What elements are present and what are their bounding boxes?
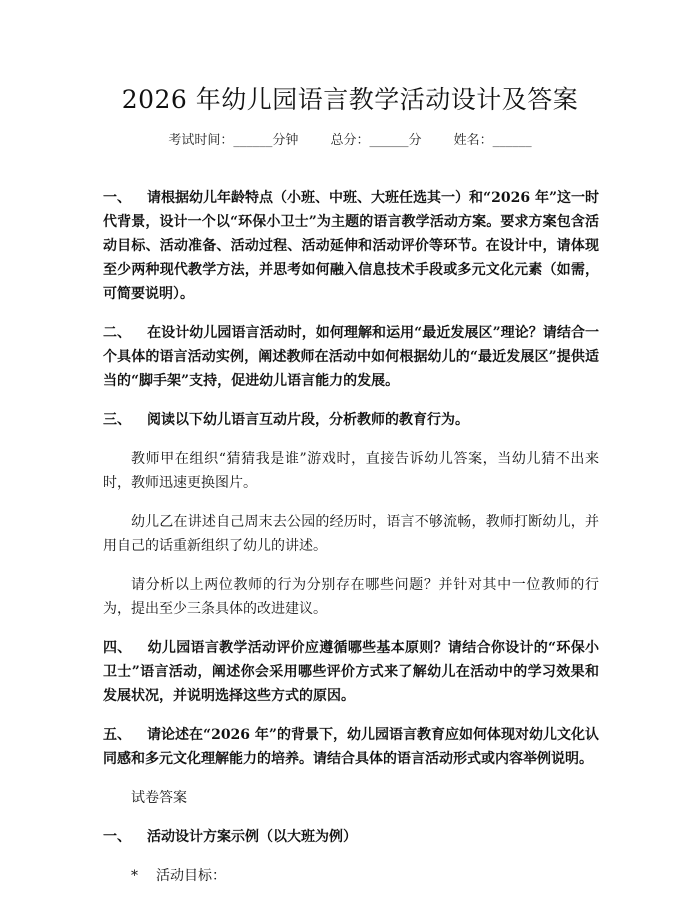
question-number: 三、	[103, 412, 131, 428]
total-score: 总分：______分	[330, 133, 422, 148]
question-text: 阅读以下幼儿语言互动片段，分析教师的教育行为。	[147, 412, 469, 428]
question-number: 一、	[103, 190, 132, 206]
question-5	[103, 723, 599, 771]
answer-section-text: 活动设计方案示例（以大班为例）	[147, 829, 357, 845]
exam-time: 考试时间：______分钟	[168, 133, 299, 148]
question-text: 请根据幼儿年龄特点（小班、中班、大班任选其一）和“2026 年”这一时代背景，设计一个以“环保小卫士”为主题的语言教学活动方案。要求方案包含活动目标、活动准备、活动过程、活动延伸和活动评价等环节。在设计中，请体现至少两种现代教学方法，并思考如何融入信息技术手段或多元文化元素（如需，可简要说明）。	[103, 190, 600, 302]
q3-case-a: 教师甲在组织“猜猜我是谁”游戏时，直接告诉幼儿答案，当幼儿猜不出来时，教师迅速更换图片。	[103, 451, 599, 491]
student-name: 姓名：______	[453, 133, 532, 148]
question-text: 幼儿园语言教学活动评价应遵循哪些基本原则？请结合你设计的“环保小卫士”语言活动，阐述你会采用哪些评价方式来了解幼儿在活动中的学习效果和发展状况，并说明选择这些方式的原因。	[103, 640, 599, 704]
question-text: 在设计幼儿园语言活动时，如何理解和运用“最近发展区”理论？请结合一个具体的语言活动实例，阐述教师在活动中如何根据幼儿的“最近发展区”提供适当的“脚手架”支持，促进幼儿语言能力的发展。	[103, 325, 600, 389]
exam-meta	[0, 131, 700, 151]
question-number: 五、	[103, 727, 132, 743]
bullet-marker: *	[131, 868, 138, 884]
question-2	[103, 321, 599, 393]
answer-section-1	[103, 825, 599, 849]
question-text: 请论述在“2026 年”的背景下，幼儿园语言教育应如何体现对幼儿文化认同感和多元文化理解能力的培养。请结合具体的语言活动形式或内容举例说明。	[103, 727, 600, 767]
answer-heading: 试卷答案	[131, 790, 187, 806]
page-title: 2026 年幼儿园语言教学活动设计及答案	[121, 85, 579, 114]
question-4	[103, 636, 599, 708]
question-number: 二、	[103, 325, 132, 341]
answer-number: 一、	[103, 829, 131, 845]
question-number: 四、	[103, 640, 132, 656]
exam-content	[103, 186, 599, 903]
bullet-text: 活动目标：	[156, 868, 226, 884]
answer-bullet	[103, 864, 599, 888]
q3-case-b: 幼儿乙在讲述自己周末去公园的经历时，语言不够流畅，教师打断幼儿，并用自己的话重新组织了幼儿的讲述。	[103, 514, 599, 554]
question-3	[103, 408, 599, 432]
q3-prompt: 请分析以上两位教师的行为分别存在哪些问题？并针对其中一位教师的行为，提出至少三条具体的改进建议。	[103, 577, 599, 617]
question-1	[103, 186, 599, 306]
